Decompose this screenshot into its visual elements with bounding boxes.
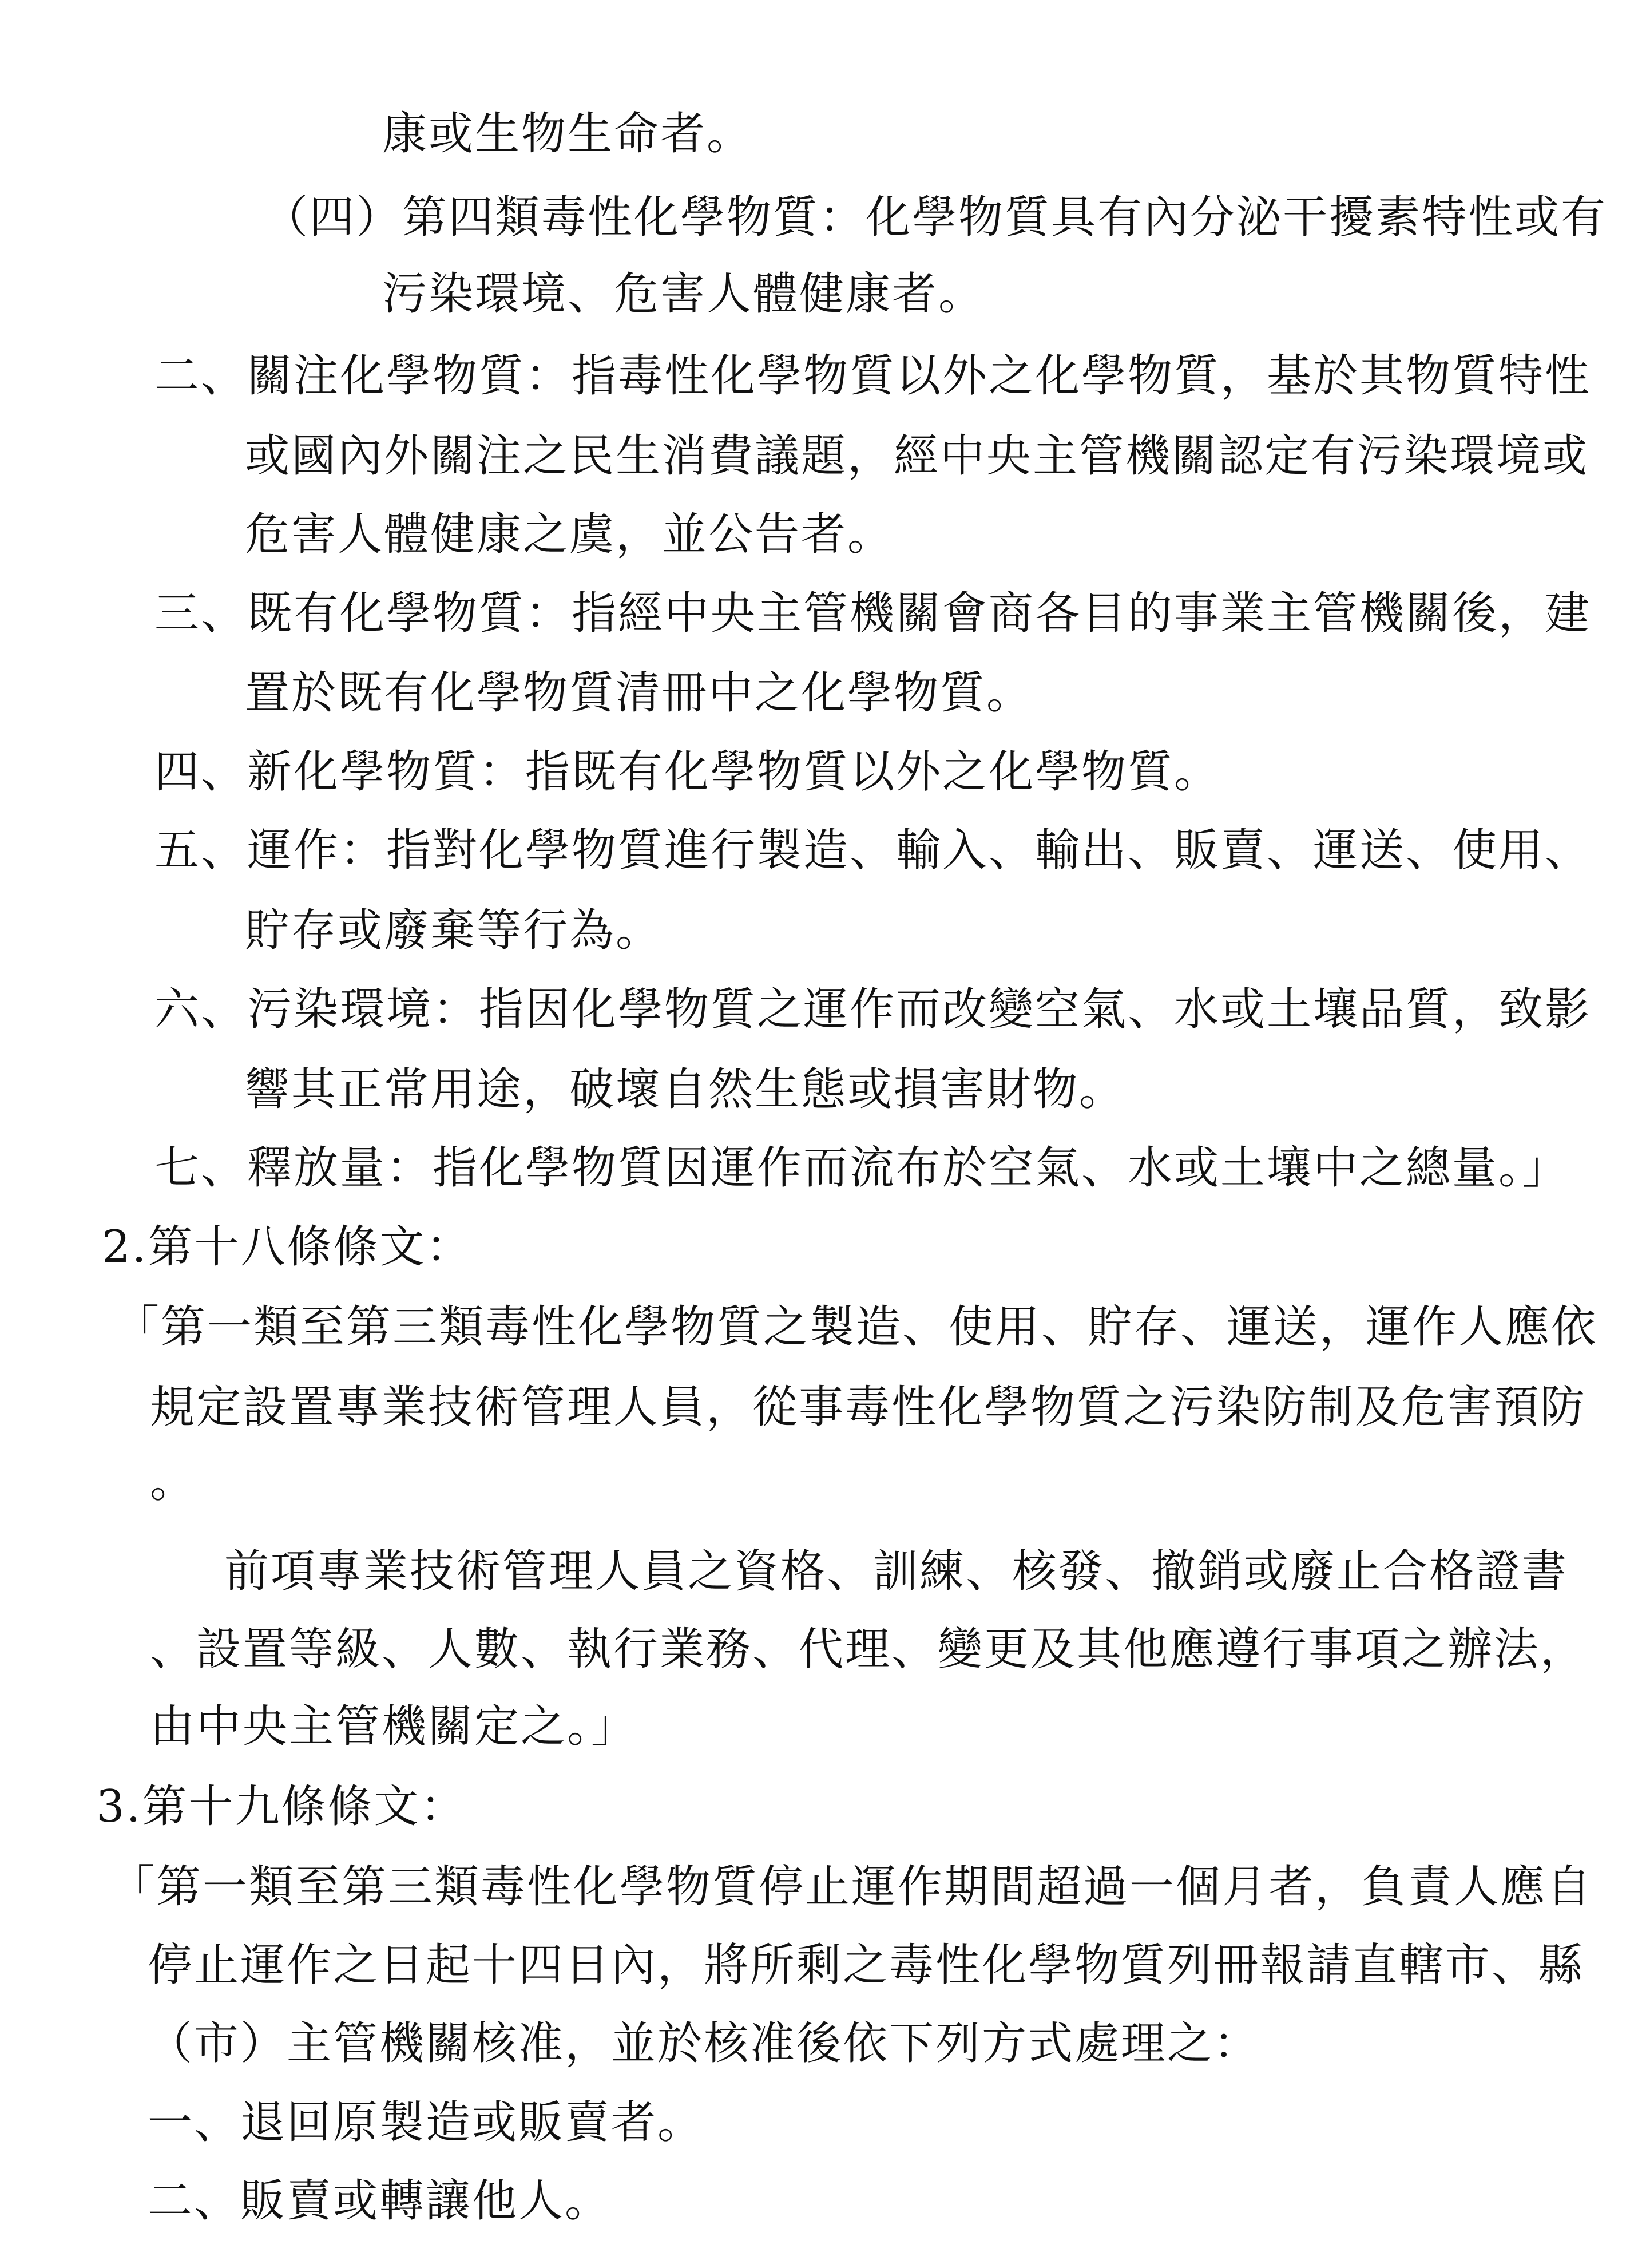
text-line-4: 二、關注化學物質：指毒性化學物質以外之化學物質，基於其物質特性 (154, 350, 1592, 402)
text-line-12: 六、污染環境：指因化學物質之運作而改變空氣、水或土壤品質，致影 (154, 984, 1592, 1035)
text-line-14: 七、釋放量：指化學物質因運作而流布於空氣、水或土壤中之總量。」 (154, 1142, 1569, 1194)
text-line-6: 危害人體健康之虞，並公告者。 (245, 509, 894, 560)
text-line-8: 置於既有化學物質清冊中之化學物質。 (245, 667, 1033, 719)
text-line-27: 二、販賣或轉讓他人。 (148, 2175, 612, 2227)
text-line-13: 響其正常用途，破壞自然生態或損害財物。 (245, 1064, 1126, 1115)
text-line-3: 污染環境、危害人體健康者。 (382, 268, 985, 320)
text-line-21: 由中央主管機關定之。」 (150, 1701, 638, 1752)
section-heading-article-19: 3.第十九條條文： (96, 1781, 467, 1832)
text-line-25: （市）主管機關核准，並於核准後依下列方式處理之： (148, 2018, 1260, 2069)
text-line-11: 貯存或廢棄等行為。 (245, 905, 663, 956)
text-line-17: 規定設置專業技術管理人員，從事毒性化學物質之污染防制及危害預防 (150, 1382, 1587, 1433)
section-heading-article-18: 2.第十八條條文： (102, 1221, 473, 1273)
text-line-18: 。 (150, 1456, 197, 1507)
text-line-24: 停止運作之日起十四日內，將所剩之毒性化學物質列冊報請直轄市、縣 (148, 1940, 1585, 1991)
text-line-20: 、設置等級、人數、執行業務、代理、變更及其他應遵行事項之辦法， (150, 1624, 1587, 1675)
text-line-23: 「第一類至第三類毒性化學物質停止運作期間超過一個月者，負責人應自 (110, 1861, 1593, 1913)
text-line-5: 或國內外關注之民生消費議題，經中央主管機關認定有污染環境或 (245, 430, 1589, 482)
text-line-1: 康或生物生命者。 (382, 108, 753, 160)
text-line-7: 三、既有化學物質：指經中央主管機關會商各目的事業主管機關後，建 (154, 588, 1592, 639)
text-line-16: 「第一類至第三類毒性化學物質之製造、使用、貯存、運送，運作人應依 (114, 1301, 1598, 1353)
text-line-9: 四、新化學物質：指既有化學物質以外之化學物質。 (154, 746, 1221, 798)
text-line-10: 五、運作：指對化學物質進行製造、輸入、輸出、販賣、運送、使用、 (154, 825, 1592, 876)
text-line-26: 一、退回原製造或販賣者。 (148, 2097, 704, 2148)
text-line-19: 前項專業技術管理人員之資格、訓練、核發、撤銷或廢止合格證書 (224, 1546, 1569, 1597)
text-line-2: （四）第四類毒性化學物質：化學物質具有內分泌干擾素特性或有 (263, 192, 1608, 243)
